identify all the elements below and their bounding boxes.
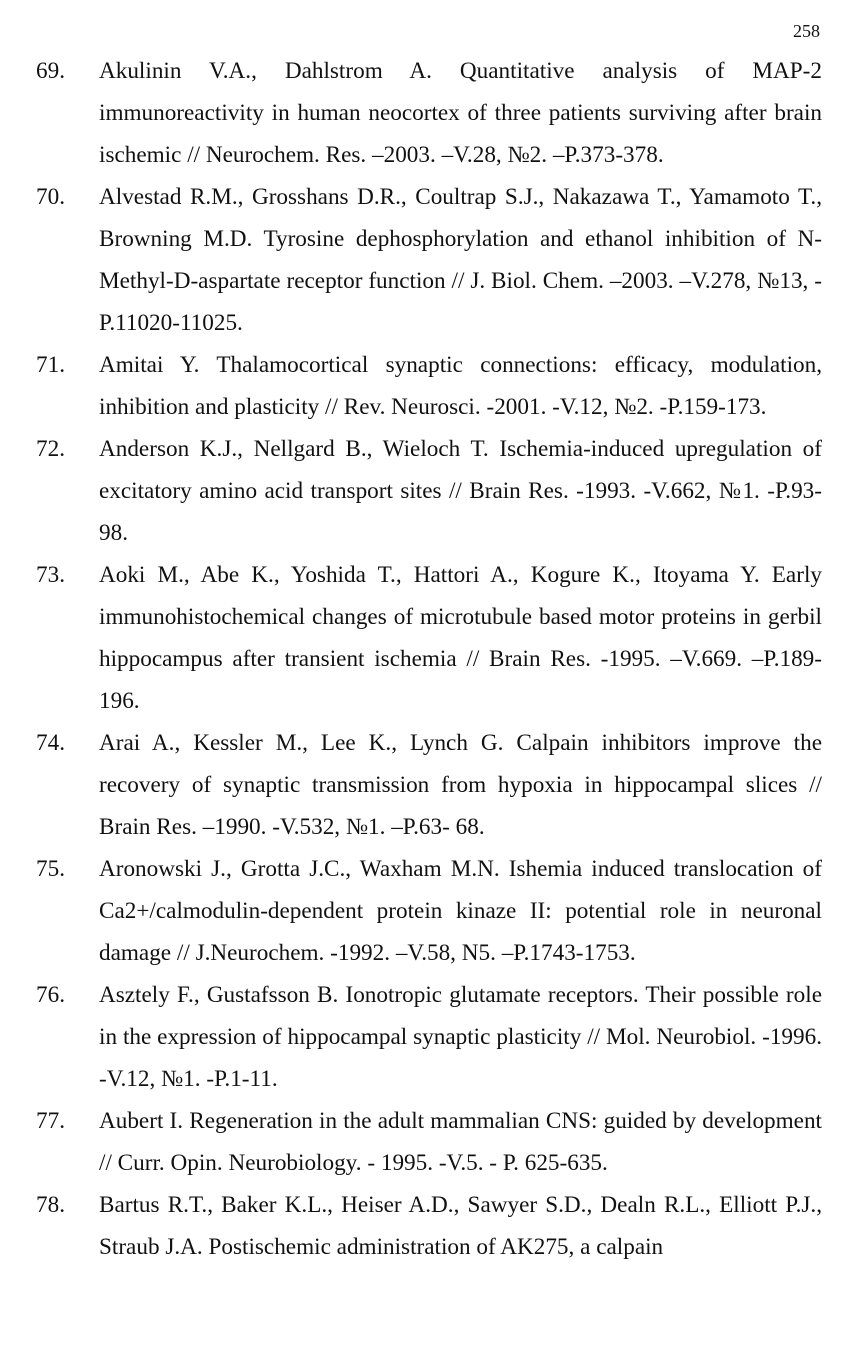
- reference-item: [36, 176, 822, 344]
- reference-number: 70.: [36, 184, 65, 210]
- reference-number: 72.: [36, 436, 65, 462]
- reference-item: [36, 50, 822, 176]
- reference-text: Alvestad R.M., Grosshans D.R., Coultrap S.J., Nakazawa T., Yamamoto T., Browning M.D. Tyrosine dephosphorylation and ethanol inhibition of N-Methyl-D-aspartate receptor function // J. Biol. Chem. –2003. –V.278, №13, -P.11020-11025.: [99, 184, 822, 336]
- reference-item: [36, 1184, 822, 1268]
- reference-number: 76.: [36, 982, 65, 1008]
- page-number: 258: [793, 21, 820, 41]
- reference-item: [36, 974, 822, 1100]
- reference-number: 69.: [36, 58, 65, 84]
- reference-number: 73.: [36, 562, 65, 588]
- reference-number: 75.: [36, 856, 65, 882]
- reference-text: Aronowski J., Grotta J.C., Waxham M.N. Ishemia induced translocation of Ca2+/calmodulin-dependent protein kinaze II: potential role in neuronal damage // J.Neurochem. -1992. –V.58, N5. –P.1743-1753.: [99, 856, 822, 966]
- reference-item: [36, 554, 822, 722]
- reference-text: Anderson K.J., Nellgard B., Wieloch T. Ischemia-induced upregulation of excitatory amino acid transport sites // Brain Res. -1993. -V.662, №1. -P.93-98.: [99, 436, 822, 546]
- reference-item: [36, 722, 822, 848]
- reference-number: 78.: [36, 1192, 65, 1218]
- reference-item: [36, 848, 822, 974]
- reference-text: Arai A., Kessler M., Lee K., Lynch G. Calpain inhibitors improve the recovery of synaptic transmission from hypoxia in hippocampal slices // Brain Res. –1990. -V.532, №1. –P.63- 68.: [99, 730, 822, 840]
- reference-item: [36, 428, 822, 554]
- reference-item: [36, 344, 822, 428]
- reference-text: Aoki M., Abe K., Yoshida T., Hattori A., Kogure K., Itoyama Y. Early immunohistochemical changes of microtubule based motor proteins in gerbil hippocampus after transient ischemia // Brain Res. -1995. –V.669. –P.189-196.: [99, 562, 822, 714]
- reference-text: Aubert I. Regeneration in the adult mammalian CNS: guided by development // Curr. Opin. Neurobiology. - 1995. -V.5. - P. 625-635.: [99, 1108, 822, 1176]
- reference-item: [36, 1100, 822, 1184]
- reference-list: [36, 50, 822, 1268]
- reference-number: 77.: [36, 1108, 65, 1134]
- reference-text: Bartus R.T., Baker K.L., Heiser A.D., Sawyer S.D., Dealn R.L., Elliott P.J., Straub J.A. Postischemic administration of AK275, a calpain: [99, 1192, 822, 1260]
- reference-text: Akulinin V.A., Dahlstrom A. Quantitative analysis of MAP-2 immunoreactivity in human neocortex of three patients surviving after brain ischemic // Neurochem. Res. –2003. –V.28, №2. –P.373-378.: [99, 58, 822, 168]
- reference-text: Amitai Y. Thalamocortical synaptic connections: efficacy, modulation, inhibition and plasticity // Rev. Neurosci. -2001. -V.12, №2. -P.159-173.: [99, 352, 822, 420]
- reference-number: 71.: [36, 352, 65, 378]
- reference-text: Asztely F., Gustafsson B. Ionotropic glutamate receptors. Their possible role in the expression of hippocampal synaptic plasticity // Mol. Neurobiol. -1996. -V.12, №1. -P.1-11.: [99, 982, 822, 1092]
- reference-number: 74.: [36, 730, 65, 756]
